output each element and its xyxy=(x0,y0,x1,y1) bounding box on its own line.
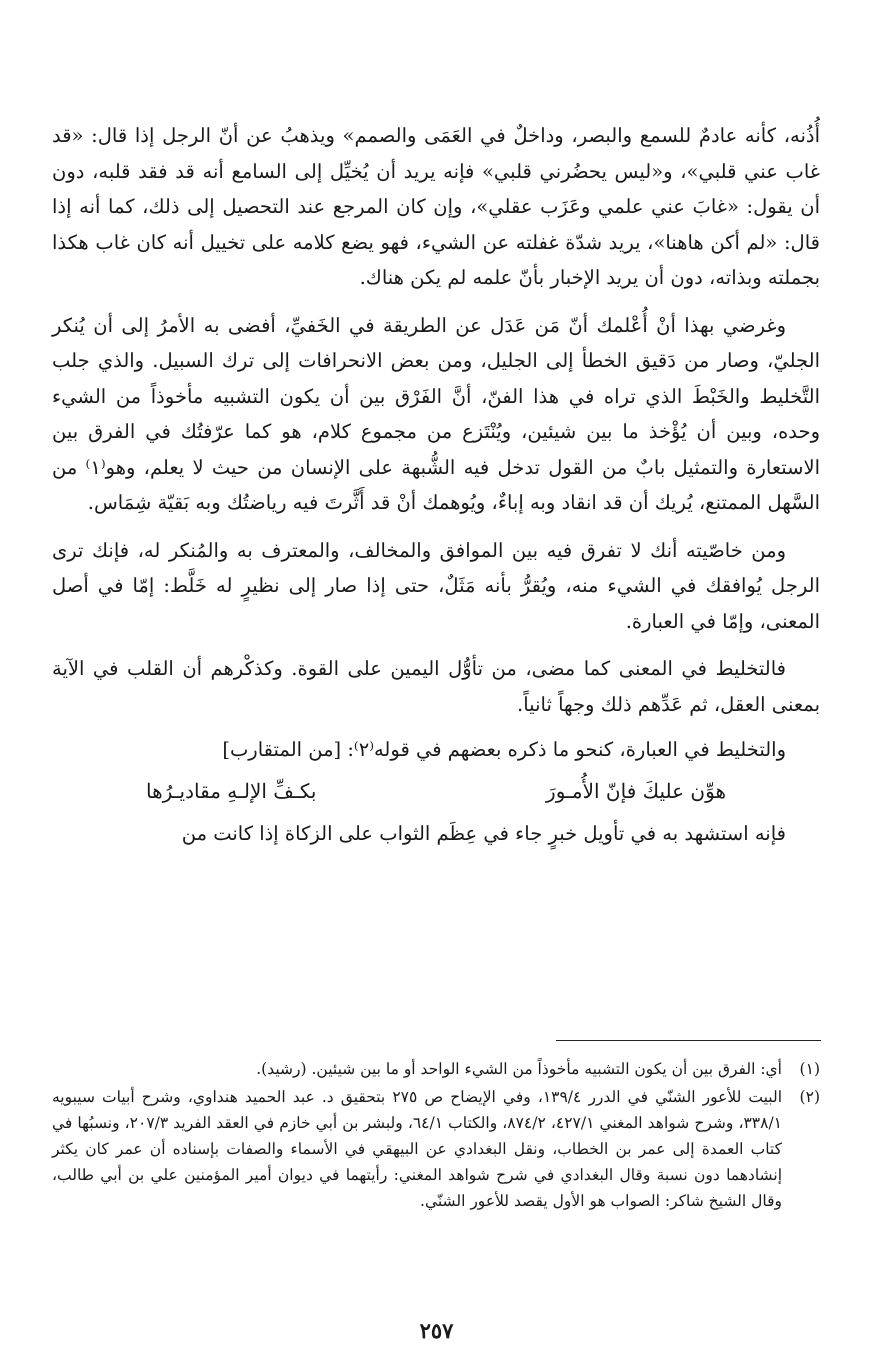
paragraph-closing: فإنه استشهد به في تأويل خبرٍ جاء في عِظَم الثواب على الزكاة إذا كانت من xyxy=(181,821,786,845)
footnote-text: أي: الفرق بين أن يكون التشبيه مأخوذاً من الشيء الواحد أو ما بين شيئين. (رشيد). xyxy=(256,1060,782,1078)
footnotes-section xyxy=(52,1056,820,1214)
paragraph-2: وغرضي بهذا أنْ أُعْلمك أنّ مَن عَدَل عن الطريقة في الخَفيِّ، أفضى به الأمرُ إلى أن يُنكر الجليّ، وصار من دَقيق الخطأ إلى الجليل، ومن بعض الانحرافات إلى ترك السبيل. والذي جلب التَّخليط والخَبْطَ الذي تراه في هذا الفنّ، أنَّ الفَرْق بين أن يكون التشبيه مأخوذاً من الشيء وحده، وبين أن يُؤْخذ ما بين شيئين، ويُنْتَزع من مجموع كلام، هو كما عرّفتُك في الفرق بين الاستعارة والتمثيل بابٌ من القول تدخل فيه الشُّبهة على الإنسان من حيث لا يعلم، وهو⁽١⁾ من السَّهل الممتنع، يُريك أن قد انقاد وبه إباءٌ، ويُوهمك أنْ قد أَثَّرتَ فيه رياضتُك وبه بَقيّة شِمَاس. xyxy=(52,313,820,514)
footnote-1 xyxy=(52,1056,820,1082)
footnote-number: (١) xyxy=(799,1060,820,1078)
footnote-divider xyxy=(556,1040,821,1041)
paragraph-1: أُذُنه، كأنه عادمٌ للسمع والبصر، وداخلٌ في العَمَى والصمم» ويذهبُ عن أنّ الرجل إذا قال: «قد غاب عني قلبي»، و«ليس يحضُرني قلبي» فإنه يريد أن يُخيِّل إلى السامع أنه قد فقد قلبه، دون أن يقول: «غابَ عني علمي وعَزَب عقلي»، وإن كان المرجع عند التحصيل إلى ذلك، كما أنه إذا قال: «لم أكن هاهنا»، يريد شدّة غفلته عن الشيء، فهو يضع كلامه على تخييل أنه كان غاب هكذا بجملته وبذاته، دون أن يريد الإخبار بأنّ علمه لم يكن هناك. xyxy=(52,124,820,289)
footnote-text: البيت للأعور الشنّي في الدرر ١٣٩/٤، وفي الإيضاح ص ٢٧٥ بتحقيق د. عبد الحميد هنداوي، وشرح أبيات سيبويه ٣٣٨/١، وشرح شواهد المغني ٤٢٧/١، ٨٧٤/٢، والكتاب ٦٤/١، ولبشر بن أبي خازم في العقد الفريد ٢٠٧/٣، ونسبُها في كتاب العمدة إلى عمر بن الخطاب، ونقل البغدادي عن البيهقي في الأسماء والصفات بإسناده أن عمر كان يكثر إنشادهما دون نسبة وقال البغدادي في شرح شواهد المغني: رأيتهما في ديوان أمير المؤمنين علي بن أبي طالب، وقال الشيخ شاكر: الصواب هو الأول يقصد للأعور الشنّي. xyxy=(52,1088,782,1210)
verse-second-hemistich: بكـفِّ الإلـهِ مقاديـرُها xyxy=(146,778,317,803)
footnote-number: (٢) xyxy=(799,1088,820,1106)
main-text xyxy=(52,118,820,851)
verse-introduction: والتخليط في العبارة، كنحو ما ذكره بعضهم في قوله⁽٢⁾: [من المتقارب] xyxy=(222,738,786,761)
verse-first-hemistich: هوِّن عليكَ فإنّ الأُمـورَ xyxy=(546,778,726,803)
poetry-verse xyxy=(146,772,726,810)
paragraph-3: ومن خاصّيته أنك لا تفرق فيه بين الموافق والمخالف، والمعترف به والمُنكر له، فإنك ترى الرجل يُوافقك في الشيء منه، ويُقرُّ بأنه مَثَلٌ، حتى إذا صار إلى نظيرٍ له خَلَّط: إمّا في أصل المعنى، وإمّا في العبارة. xyxy=(52,538,820,633)
page-number: ٢٥٧ xyxy=(419,1318,454,1343)
footnote-2 xyxy=(52,1084,820,1214)
paragraph-4: فالتخليط في المعنى كما مضى، من تأوُّل اليمين على القوة. وكذكْرهم أن القلب في الآية بمعنى العقل، ثم عَدِّهم ذلك وجهاً ثانياً. xyxy=(52,657,820,716)
